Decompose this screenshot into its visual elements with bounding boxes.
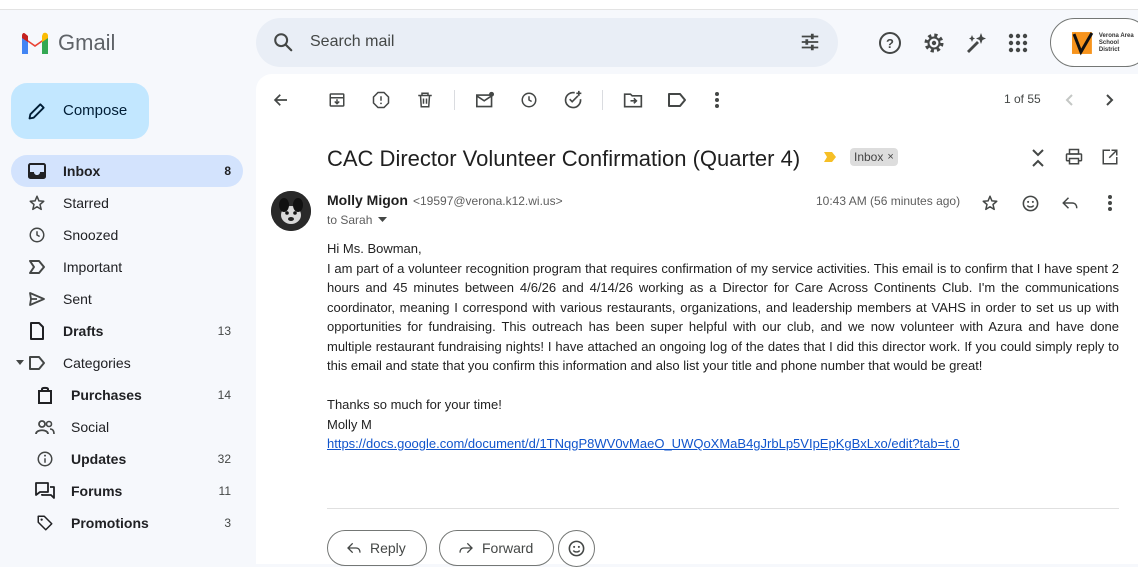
sidebar-item-label: Updates: [71, 451, 127, 467]
district-name-line2: School District: [1098, 39, 1120, 53]
sender-avatar[interactable]: [271, 191, 311, 231]
message-divider: [327, 508, 1119, 509]
sidebar-item-purchases[interactable]: [11, 379, 243, 411]
report-spam-icon[interactable]: [369, 88, 393, 112]
send-icon: [27, 291, 47, 307]
inbox-label-chip: [850, 148, 898, 166]
apps-grid-icon[interactable]: [1002, 27, 1034, 59]
sidebar-item-snoozed[interactable]: [11, 219, 243, 251]
sidebar-item-categories[interactable]: [11, 347, 243, 379]
label-icon: [27, 355, 47, 371]
people-icon: [35, 419, 55, 435]
forum-icon: [35, 483, 55, 499]
compose-button[interactable]: [11, 83, 149, 139]
email-subject: CAC Director Volunteer Confirmation (Quarter 4): [327, 146, 801, 171]
recipient-text: to Sarah: [327, 213, 373, 227]
gemini-sparkle-icon[interactable]: [960, 27, 992, 59]
move-to-folder-icon[interactable]: [621, 88, 645, 112]
sidebar-item-inbox[interactable]: [11, 155, 243, 187]
search-bar[interactable]: [256, 18, 838, 67]
sidebar-item-label: Promotions: [71, 515, 149, 531]
show-details-caret-icon[interactable]: [378, 217, 387, 223]
district-emblem-icon: [1071, 30, 1095, 56]
star-icon: [27, 195, 47, 211]
school-district-logo: [1071, 28, 1138, 58]
email-thanks: Thanks so much for your time!: [327, 397, 502, 412]
sidebar-item-promotions[interactable]: [11, 507, 243, 539]
sidebar-item-social[interactable]: [11, 411, 243, 443]
sidebar-item-starred[interactable]: [11, 187, 243, 219]
emoji-icon: [567, 539, 586, 558]
sidebar-item-updates[interactable]: [11, 443, 243, 475]
email-greeting: Hi Ms. Bowman,: [327, 241, 422, 256]
more-vertical-icon[interactable]: [705, 88, 729, 112]
message-timestamp: 10:43 AM (56 minutes ago): [816, 194, 961, 208]
account-button[interactable]: [1050, 18, 1138, 67]
pagination-text: 1 of 55: [1004, 92, 1041, 106]
top-edge: [0, 0, 1138, 10]
inbox-icon: [27, 163, 47, 179]
archive-icon[interactable]: [325, 88, 349, 112]
draft-count: 13: [217, 324, 231, 338]
sidebar-item-label: Inbox: [63, 163, 101, 179]
pencil-icon: [27, 101, 47, 121]
star-message-icon[interactable]: [978, 191, 1002, 215]
message-more-vertical-icon[interactable]: [1098, 191, 1122, 215]
sidebar-nav: [11, 155, 243, 539]
important-icon: [27, 259, 47, 275]
sender-email: <19597@verona.k12.wi.us>: [413, 194, 563, 208]
forward-button[interactable]: [439, 530, 554, 566]
google-doc-link[interactable]: https://docs.google.com/document/d/1TNqgP8WV0vMaeO_UWQoXMaB4gJrbLp5VIpEpKgBxLxo/edit?tab=t.0: [327, 436, 960, 451]
sidebar-item-label: Drafts: [63, 323, 104, 339]
forums-count: 11: [218, 484, 231, 498]
label-chip-text: Inbox: [854, 150, 884, 164]
important-marker-icon[interactable]: [823, 151, 837, 163]
sidebar-item-label: Forums: [71, 483, 123, 499]
sidebar-item-label: Important: [63, 259, 123, 275]
clock-icon: [27, 227, 47, 243]
svg-text:?: ?: [886, 36, 894, 51]
sidebar-item-important[interactable]: [11, 251, 243, 283]
older-chevron-right-icon[interactable]: [1097, 88, 1121, 112]
delete-trash-icon[interactable]: [413, 88, 437, 112]
info-icon: [35, 451, 55, 467]
promotions-count: 3: [224, 516, 231, 530]
sidebar-item-label: Social: [71, 419, 110, 435]
shopping-bag-icon: [35, 387, 55, 403]
updates-count: 32: [217, 452, 231, 466]
email-body: [327, 239, 1119, 454]
add-task-icon[interactable]: [561, 88, 585, 112]
search-icon[interactable]: [272, 31, 294, 53]
sender-name[interactable]: Molly Migon: [327, 192, 408, 208]
draft-icon: [27, 323, 47, 339]
print-icon[interactable]: [1062, 145, 1086, 169]
newer-chevron-left-icon[interactable]: [1058, 88, 1082, 112]
add-reaction-emoji-icon[interactable]: [1018, 191, 1042, 215]
email-paragraph: I am part of a volunteer recognition program that requires confirmation of my service activities. This email is to confirm that I have spent 2 hours and 45 minutes between 4/6/26 and 4/14/26 working as a Director for Care Across Continents Club. I'm the communications coordinator, meaning I correspond with various restaurants, organizations, and leadership members at VAHS in order to set us up with opportunities for fundraising. This outreach has been super helpful with our club, and we now volunteer with Azura and have done multiple restaurant fundraising nights! I have attached an ongoing log of the dates that I did this director work. If you could simply reply to this email and state that you confirm this information and also list your title and phone number that would be great!: [327, 260, 1119, 373]
remove-label-close-icon[interactable]: ×: [887, 151, 894, 163]
sidebar-item-label: Starred: [63, 195, 109, 211]
message-panel: [256, 74, 1138, 564]
compose-label: Compose: [63, 102, 128, 119]
forward-icon: [458, 540, 474, 556]
forward-label: Forward: [482, 540, 534, 556]
unread-count: 8: [224, 164, 231, 178]
reply-label: Reply: [370, 540, 406, 556]
search-options-icon[interactable]: [799, 31, 821, 53]
label-tag-icon[interactable]: [665, 88, 689, 112]
district-name-line1: Verona Area: [1098, 32, 1134, 39]
gmail-logo[interactable]: [20, 28, 115, 58]
recipient-line[interactable]: [327, 213, 387, 227]
toolbar-divider: [454, 90, 455, 110]
settings-gear-icon[interactable]: [918, 27, 950, 59]
collapse-all-icon[interactable]: [1026, 146, 1050, 170]
sidebar-item-label: Purchases: [71, 387, 142, 403]
search-input[interactable]: [310, 31, 780, 53]
tag-icon: [35, 515, 55, 531]
react-emoji-button[interactable]: [558, 530, 595, 567]
sidebar-item-forums[interactable]: [11, 475, 243, 507]
email-signature: Molly M: [327, 416, 372, 432]
open-new-window-icon[interactable]: [1098, 145, 1122, 169]
sidebar-item-sent[interactable]: [11, 283, 243, 315]
sidebar-item-label: Categories: [63, 355, 131, 371]
reply-icon: [346, 540, 362, 556]
app-name: Gmail: [58, 30, 116, 55]
sidebar-item-drafts[interactable]: [11, 315, 243, 347]
sidebar-item-label: Snoozed: [63, 227, 119, 243]
gmail-m-icon: [20, 32, 50, 54]
toolbar-divider: [602, 90, 603, 110]
caret-down-icon[interactable]: [15, 359, 25, 367]
mark-unread-icon[interactable]: [473, 88, 497, 112]
help-icon[interactable]: [874, 27, 906, 59]
reply-button[interactable]: [327, 530, 427, 566]
sidebar-item-label: Sent: [63, 291, 92, 307]
back-arrow-icon[interactable]: [269, 88, 293, 112]
snooze-clock-icon[interactable]: [517, 88, 541, 112]
purchases-count: 14: [217, 388, 231, 402]
reply-arrow-icon[interactable]: [1058, 191, 1082, 215]
